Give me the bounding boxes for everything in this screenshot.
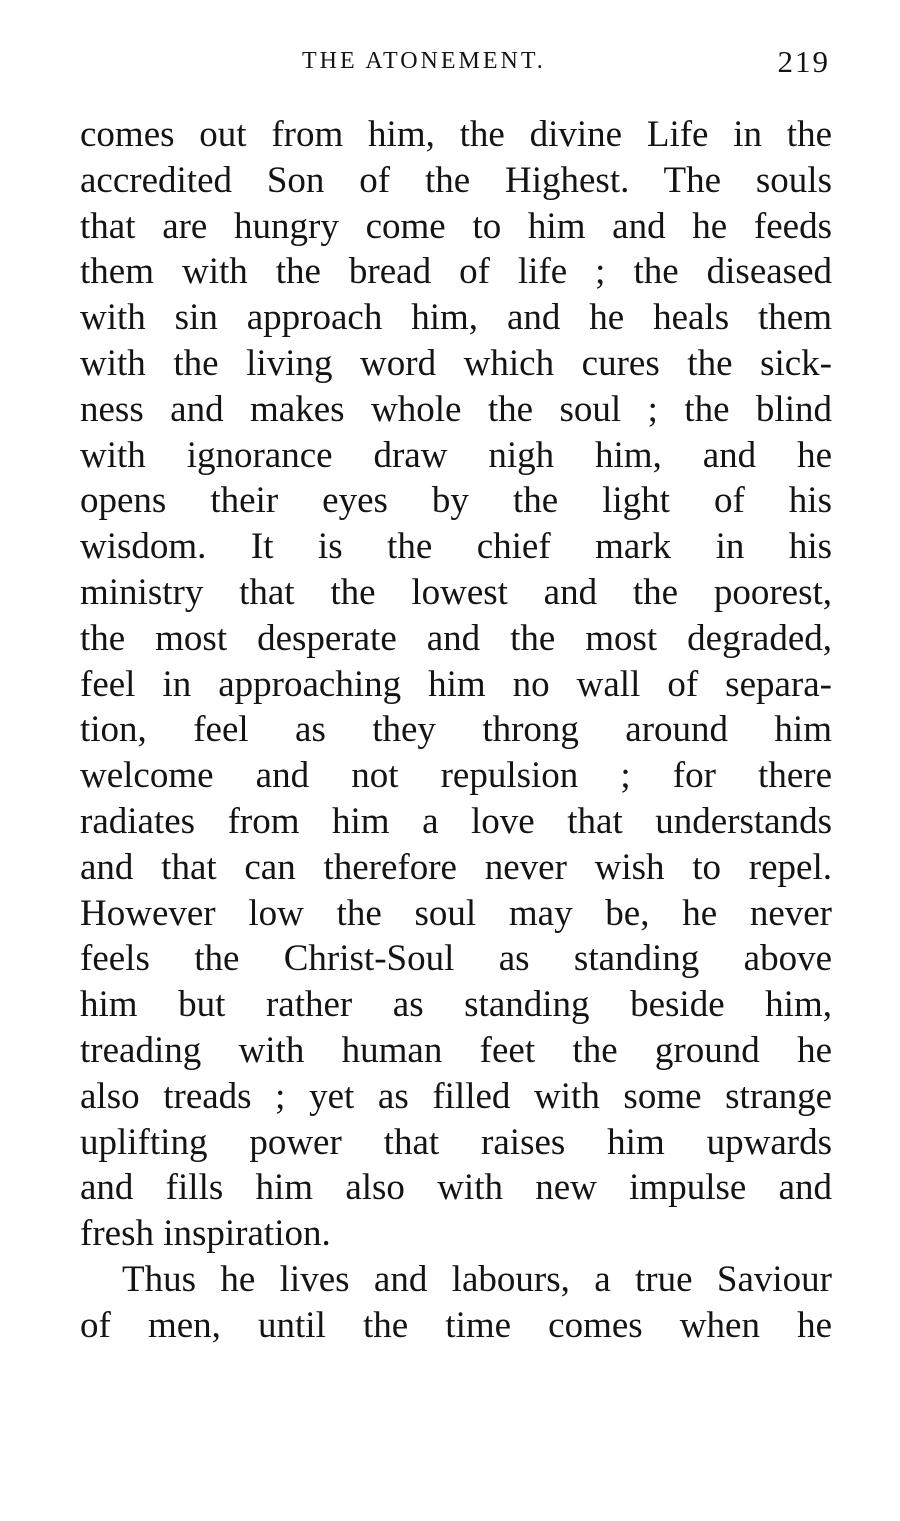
text-line: treading with human feet the ground he (80, 1029, 832, 1071)
text-line: comes out from him, the divine Life in the (80, 114, 832, 155)
text-line: feels the Christ-Soul as standing above (80, 938, 832, 980)
paragraph-end-line: fresh inspiration. (80, 1213, 331, 1255)
text-line: him but rather as standing beside him, (80, 984, 832, 1026)
text-line: uplifting power that raises him upwards (80, 1121, 832, 1163)
text-line: However low the soul may be, he never (80, 892, 832, 934)
text-line: that are hungry come to him and he feeds (80, 205, 832, 247)
text-line: ness and makes whole the soul ; the blind (80, 388, 832, 430)
text-line: with the living word which cures the sick- (80, 342, 832, 384)
body-text (80, 112, 832, 1349)
text-line: them with the bread of life ; the diseased (80, 251, 832, 293)
page-header (80, 44, 832, 84)
running-head: THE ATONEMENT. (302, 48, 546, 74)
text-line: feel in approaching him no wall of separa- (80, 663, 832, 705)
text-line: radiates from him a love that understands (80, 800, 832, 842)
text-line: with ignorance draw nigh him, and he (80, 434, 832, 476)
text-line: opens their eyes by the light of his (80, 480, 832, 522)
text-line: and that can therefore never wish to repel. (80, 846, 832, 888)
text-line: and fills him also with new impulse and (80, 1167, 832, 1209)
text-line: tion, feel as they throng around him (80, 709, 832, 751)
text-line: welcome and not repulsion ; for there (80, 755, 832, 797)
text-line: of men, until the time comes when he (80, 1304, 832, 1346)
text-line: the most desperate and the most degraded, (80, 617, 832, 659)
text-line: with sin approach him, and he heals them (80, 297, 832, 339)
text-line: wisdom. It is the chief mark in his (80, 526, 832, 568)
paragraph-start-line: Thus he lives and labours, a true Saviour (122, 1258, 832, 1300)
text-line: also treads ; yet as filled with some strange (80, 1075, 832, 1117)
text-line: accredited Son of the Highest. The souls (80, 159, 832, 201)
page-number: 219 (777, 44, 830, 79)
text-line: ministry that the lowest and the poorest, (80, 571, 832, 613)
